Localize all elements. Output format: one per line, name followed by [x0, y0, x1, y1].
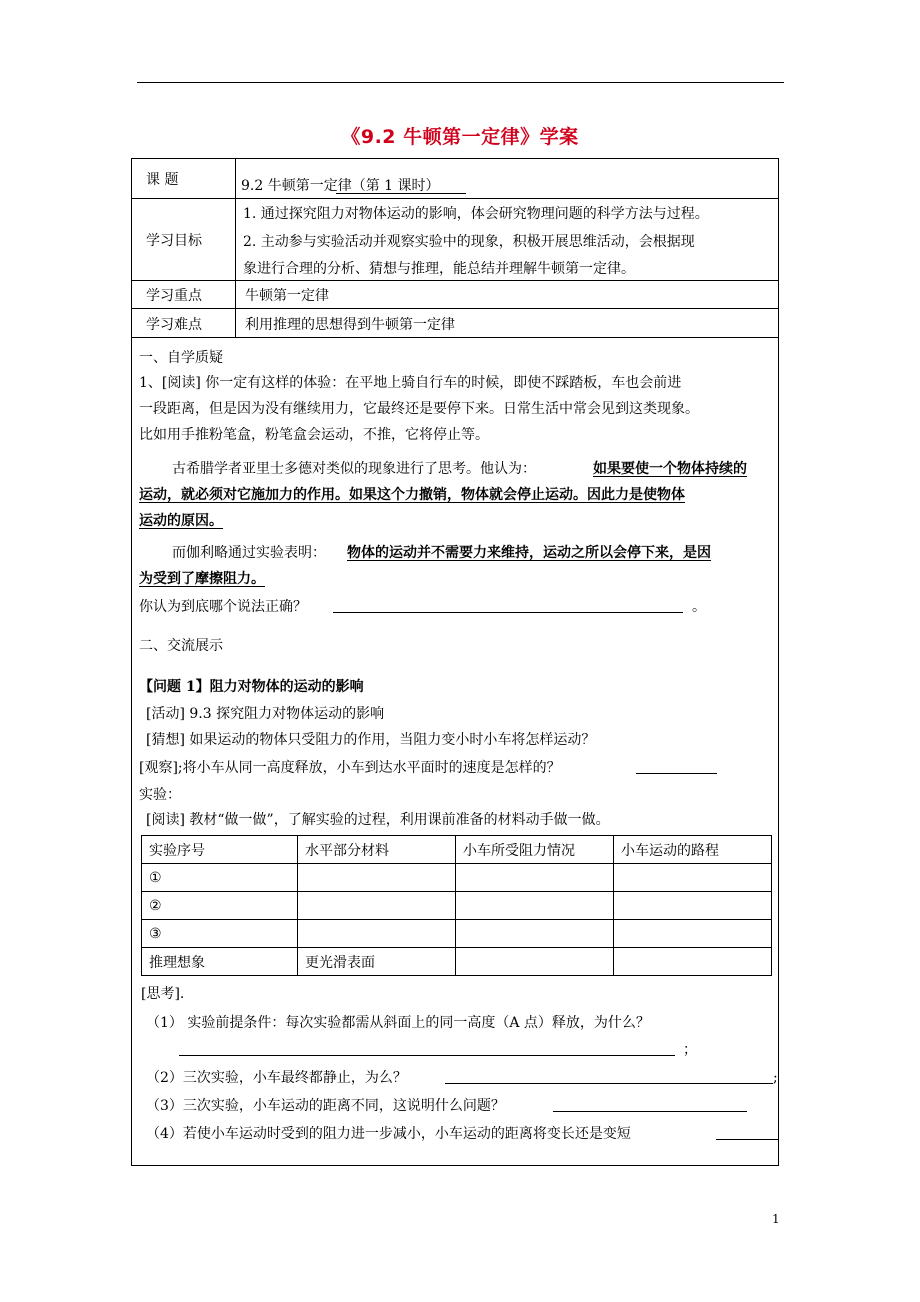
- experiment-table: [141, 835, 772, 976]
- table-header-row: [142, 836, 772, 864]
- topic-value: 9.2 牛顿第一定律（第 1 课时）: [241, 178, 440, 194]
- row-divider: [132, 280, 778, 281]
- question-end: 。: [692, 599, 706, 615]
- table-cell: 更光滑表面: [298, 948, 456, 976]
- answer-blank[interactable]: [179, 1055, 675, 1056]
- table-cell[interactable]: [298, 864, 456, 892]
- answer-blank[interactable]: [445, 1083, 773, 1084]
- experiment-label: 实验：: [139, 787, 181, 803]
- problem-title: 【问题 1】阻力对物体的运动的影响: [139, 679, 364, 695]
- table-header-cell: 小车所受阻力情况: [456, 836, 614, 864]
- table-row: [142, 892, 772, 920]
- aristotle-view: 运动的原因。: [139, 513, 223, 529]
- table-cell[interactable]: [298, 892, 456, 920]
- table-cell[interactable]: [614, 892, 772, 920]
- answer-end: ；: [683, 1042, 697, 1058]
- thinking-question: （1） 实验前提条件：每次实验都需从斜面上的同一高度（A 点）释放，为什么？: [146, 1015, 650, 1031]
- question-text: 你认为到底哪个说法正确？: [139, 599, 307, 615]
- answer-blank[interactable]: [553, 1111, 747, 1112]
- table-header-cell: 小车运动的路程: [614, 836, 772, 864]
- aristotle-intro: 古希腊学者亚里士多德对类似的现象进行了思考。他认为：: [172, 461, 536, 477]
- paragraph-line: 比如用手推粉笔盒，粉笔盒会运动，不推，它将停止等。: [139, 427, 489, 443]
- row-divider: [132, 308, 778, 309]
- read-instruction: [阅读] 教材“做一做”，了解实验的过程，利用课前准备的材料动手做一做。: [146, 812, 610, 828]
- page-title: 《9.2 牛顿第一定律》学案: [341, 126, 579, 148]
- row-divider: [132, 198, 778, 199]
- answer-blank[interactable]: [716, 1139, 778, 1140]
- activity-line: [活动] 9.3 探究阻力对物体运动的影响: [146, 706, 385, 722]
- topic-underline: [336, 193, 466, 194]
- table-cell[interactable]: [456, 892, 614, 920]
- row-divider: [132, 337, 778, 338]
- difficulty-label: 学习难点: [146, 317, 202, 333]
- table-cell: 推理想象: [142, 948, 298, 976]
- aristotle-view: 如果要使一个物体持续的: [593, 461, 747, 477]
- key-point-value: 牛顿第一定律: [245, 288, 329, 304]
- header-rule: [137, 82, 784, 83]
- table-row: [142, 864, 772, 892]
- table-cell[interactable]: [456, 920, 614, 948]
- table-row: [142, 920, 772, 948]
- table-cell[interactable]: [614, 864, 772, 892]
- section-heading: 二、交流展示: [139, 638, 223, 654]
- paragraph-line: 一段距离，但是因为没有继续用力，它最终还是要停下来。日常生活中常会见到这类现象。: [139, 401, 699, 417]
- table-row: [142, 948, 772, 976]
- table-cell[interactable]: [614, 920, 772, 948]
- galileo-view: 为受到了摩擦阻力。: [139, 571, 265, 587]
- answer-end: ;: [773, 1070, 778, 1086]
- aristotle-view: 运动，就必须对它施加力的作用。如果这个力撤销，物体就会停止运动。因此力是使物体: [139, 487, 685, 503]
- table-header-cell: 实验序号: [142, 836, 298, 864]
- table-cell: ①: [142, 864, 298, 892]
- paragraph-line: 1、[阅读] 你一定有这样的体验：在平地上骑自行车的时候，即使不踩踏板，车也会前进: [139, 375, 682, 391]
- thinking-question: （4）若使小车运动时受到的阻力进一步减小，小车运动的距离将变长还是变短: [146, 1126, 631, 1142]
- table-cell[interactable]: [614, 948, 772, 976]
- table-cell: ②: [142, 892, 298, 920]
- table-cell[interactable]: [298, 920, 456, 948]
- table-cell: ③: [142, 920, 298, 948]
- answer-blank[interactable]: [636, 773, 717, 774]
- guess-line: [猜想] 如果运动的物体只受阻力的作用，当阻力变小时小车将怎样运动？: [146, 732, 596, 748]
- table-header-cell: 水平部分材料: [298, 836, 456, 864]
- difficulty-value: 利用推理的思想得到牛顿第一定律: [245, 317, 455, 333]
- table-cell[interactable]: [456, 864, 614, 892]
- goal-line: 2. 主动参与实验活动并观察实验中的现象，积极开展思维活动，会根据现: [243, 234, 695, 250]
- answer-blank[interactable]: [333, 612, 683, 613]
- goal-line: 象进行合理的分析、猜想与推理，能总结并理解牛顿第一定律。: [243, 261, 635, 277]
- section-heading: 一、自学质疑: [139, 350, 223, 366]
- thinking-question: （2）三次实验，小车最终都静止，为么？: [146, 1070, 407, 1086]
- thinking-label: [思考].: [141, 986, 185, 1002]
- table-cell[interactable]: [456, 948, 614, 976]
- column-divider: [235, 159, 236, 337]
- galileo-intro: 而伽利略通过实验表明：: [172, 545, 326, 561]
- thinking-question: （3）三次实验，小车运动的距离不同，这说明什么问题？: [146, 1098, 505, 1114]
- goals-label: 学习目标: [146, 233, 202, 249]
- observe-line: [观察];将小车从同一高度释放，小车到达水平面时的速度是怎样的？: [139, 760, 561, 776]
- topic-label: 课 题: [146, 172, 179, 188]
- page-number: 1: [772, 1212, 780, 1226]
- galileo-view: 物体的运动并不需要力来维持，运动之所以会停下来，是因: [347, 545, 711, 561]
- goal-line: 1. 通过探究阻力对物体运动的影响，体会研究物理问题的科学方法与过程。: [243, 206, 709, 222]
- key-point-label: 学习重点: [146, 288, 202, 304]
